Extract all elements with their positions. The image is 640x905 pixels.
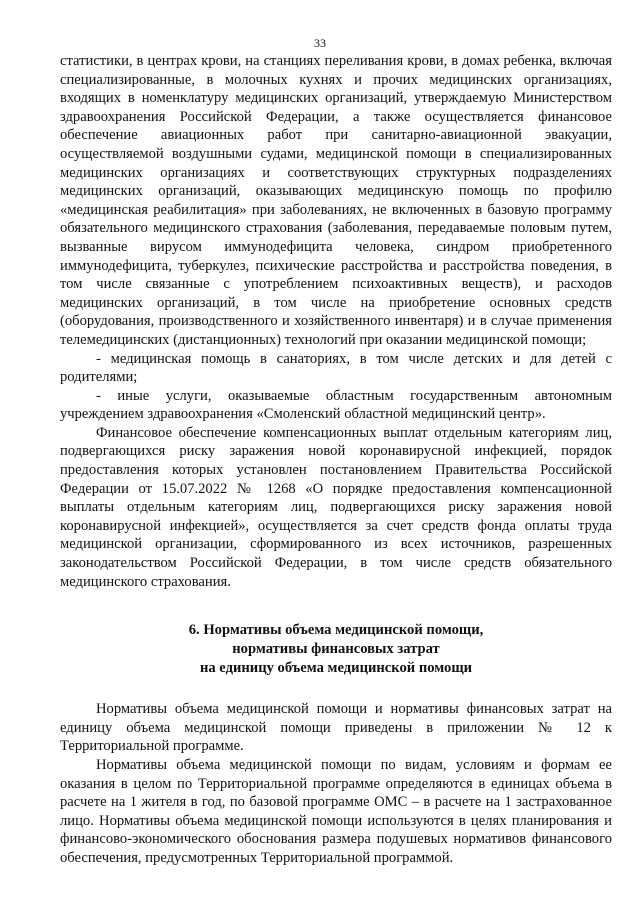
page-content	[60, 52, 612, 868]
section-heading-line-3: на единицу объема медицинской помощи	[199, 660, 473, 677]
section-heading	[60, 621, 612, 678]
section-heading-line-1: 6. Нормативы объема медицинской помощи,	[188, 622, 484, 639]
section-heading-line-2: нормативы финансовых затрат	[232, 641, 440, 658]
list-item-sanatorium: - медицинская помощь в санаториях, в том числе детских и для детей с родителями;	[60, 350, 612, 386]
page-number: 33	[314, 36, 326, 50]
paragraph-standards-volume: Нормативы объема медицинской помощи по видам, условиям и формам ее оказания в целом по Территориальной программе определяются в единицах объема в расчете на 1 жителя в год, по базовой программе ОМС – в расчете на 1 застрахованное лицо. Нормативы объема медицинской помощи используются в целях планирования и финансово-экономического обоснования размера подушевых нормативов финансового обеспечения, предусмотренных Территориальной программой.	[60, 757, 612, 866]
paragraph-continuation: статистики, в центрах крови, на станциях переливания крови, в домах ребенка, включая специализированные, в молочных кухнях и прочих медицинских организациях, входящих в номенклатуру медицинских организаций, утверждаемую Министерством здравоохранения Российской Федерации, а также осуществляется финансовое обеспечение авиационных работ при санитарно-авиационной эвакуации, осуществляемой воздушными судами, медицинской помощи в специализированных медицинских организациях и соответствующих структурных подразделениях медицинских организаций, оказывающих медицинскую помощь по профилю «медицинская реабилитация» при заболеваниях, не включенных в базовую программу обязательного медицинского страхования (заболевания, передаваемые половым путем, вызванные вирусом иммунодефицита человека, синдром приобретенного иммунодефицита, туберкулез, психические расстройства и расстройства поведения, в том числе связанные с употреблением психоактивных веществ), и расходов медицинских организаций, в том числе на приобретение основных средств (оборудования, производственного и хозяйственного инвентаря) и в случае применения телемедицинских (дистанционных) технологий при оказании медицинской помощи;	[60, 53, 612, 348]
paragraph-standards-appendix: Нормативы объема медицинской помощи и нормативы финансовых затрат на единицу объема медицинской помощи приведены в приложении № 12 к Территориальной программе.	[60, 701, 612, 755]
list-item-other-services: - иные услуги, оказываемые областным государственным автономным учреждением здравоохранения «Смоленский областной медицинский центр».	[60, 387, 612, 423]
paragraph-compensation: Финансовое обеспечение компенсационных выплат отдельным категориям лиц, подвергающихся риску заражения новой коронавирусной инфекцией, порядок предоставления которых установлен постановлением Правительства Российской Федерации от 15.07.2022 № 1268 «О порядке предоставления компенсационной выплаты отдельным категориям лиц, подвергающихся риску заражения новой коронавирусной инфекцией», осуществляется за счет средств фонда оплаты труда медицинской организации, сформированного из всех источников, разрешенных законодательством Российской Федерации, в том числе средств обязательного медицинского страхования.	[60, 424, 612, 590]
